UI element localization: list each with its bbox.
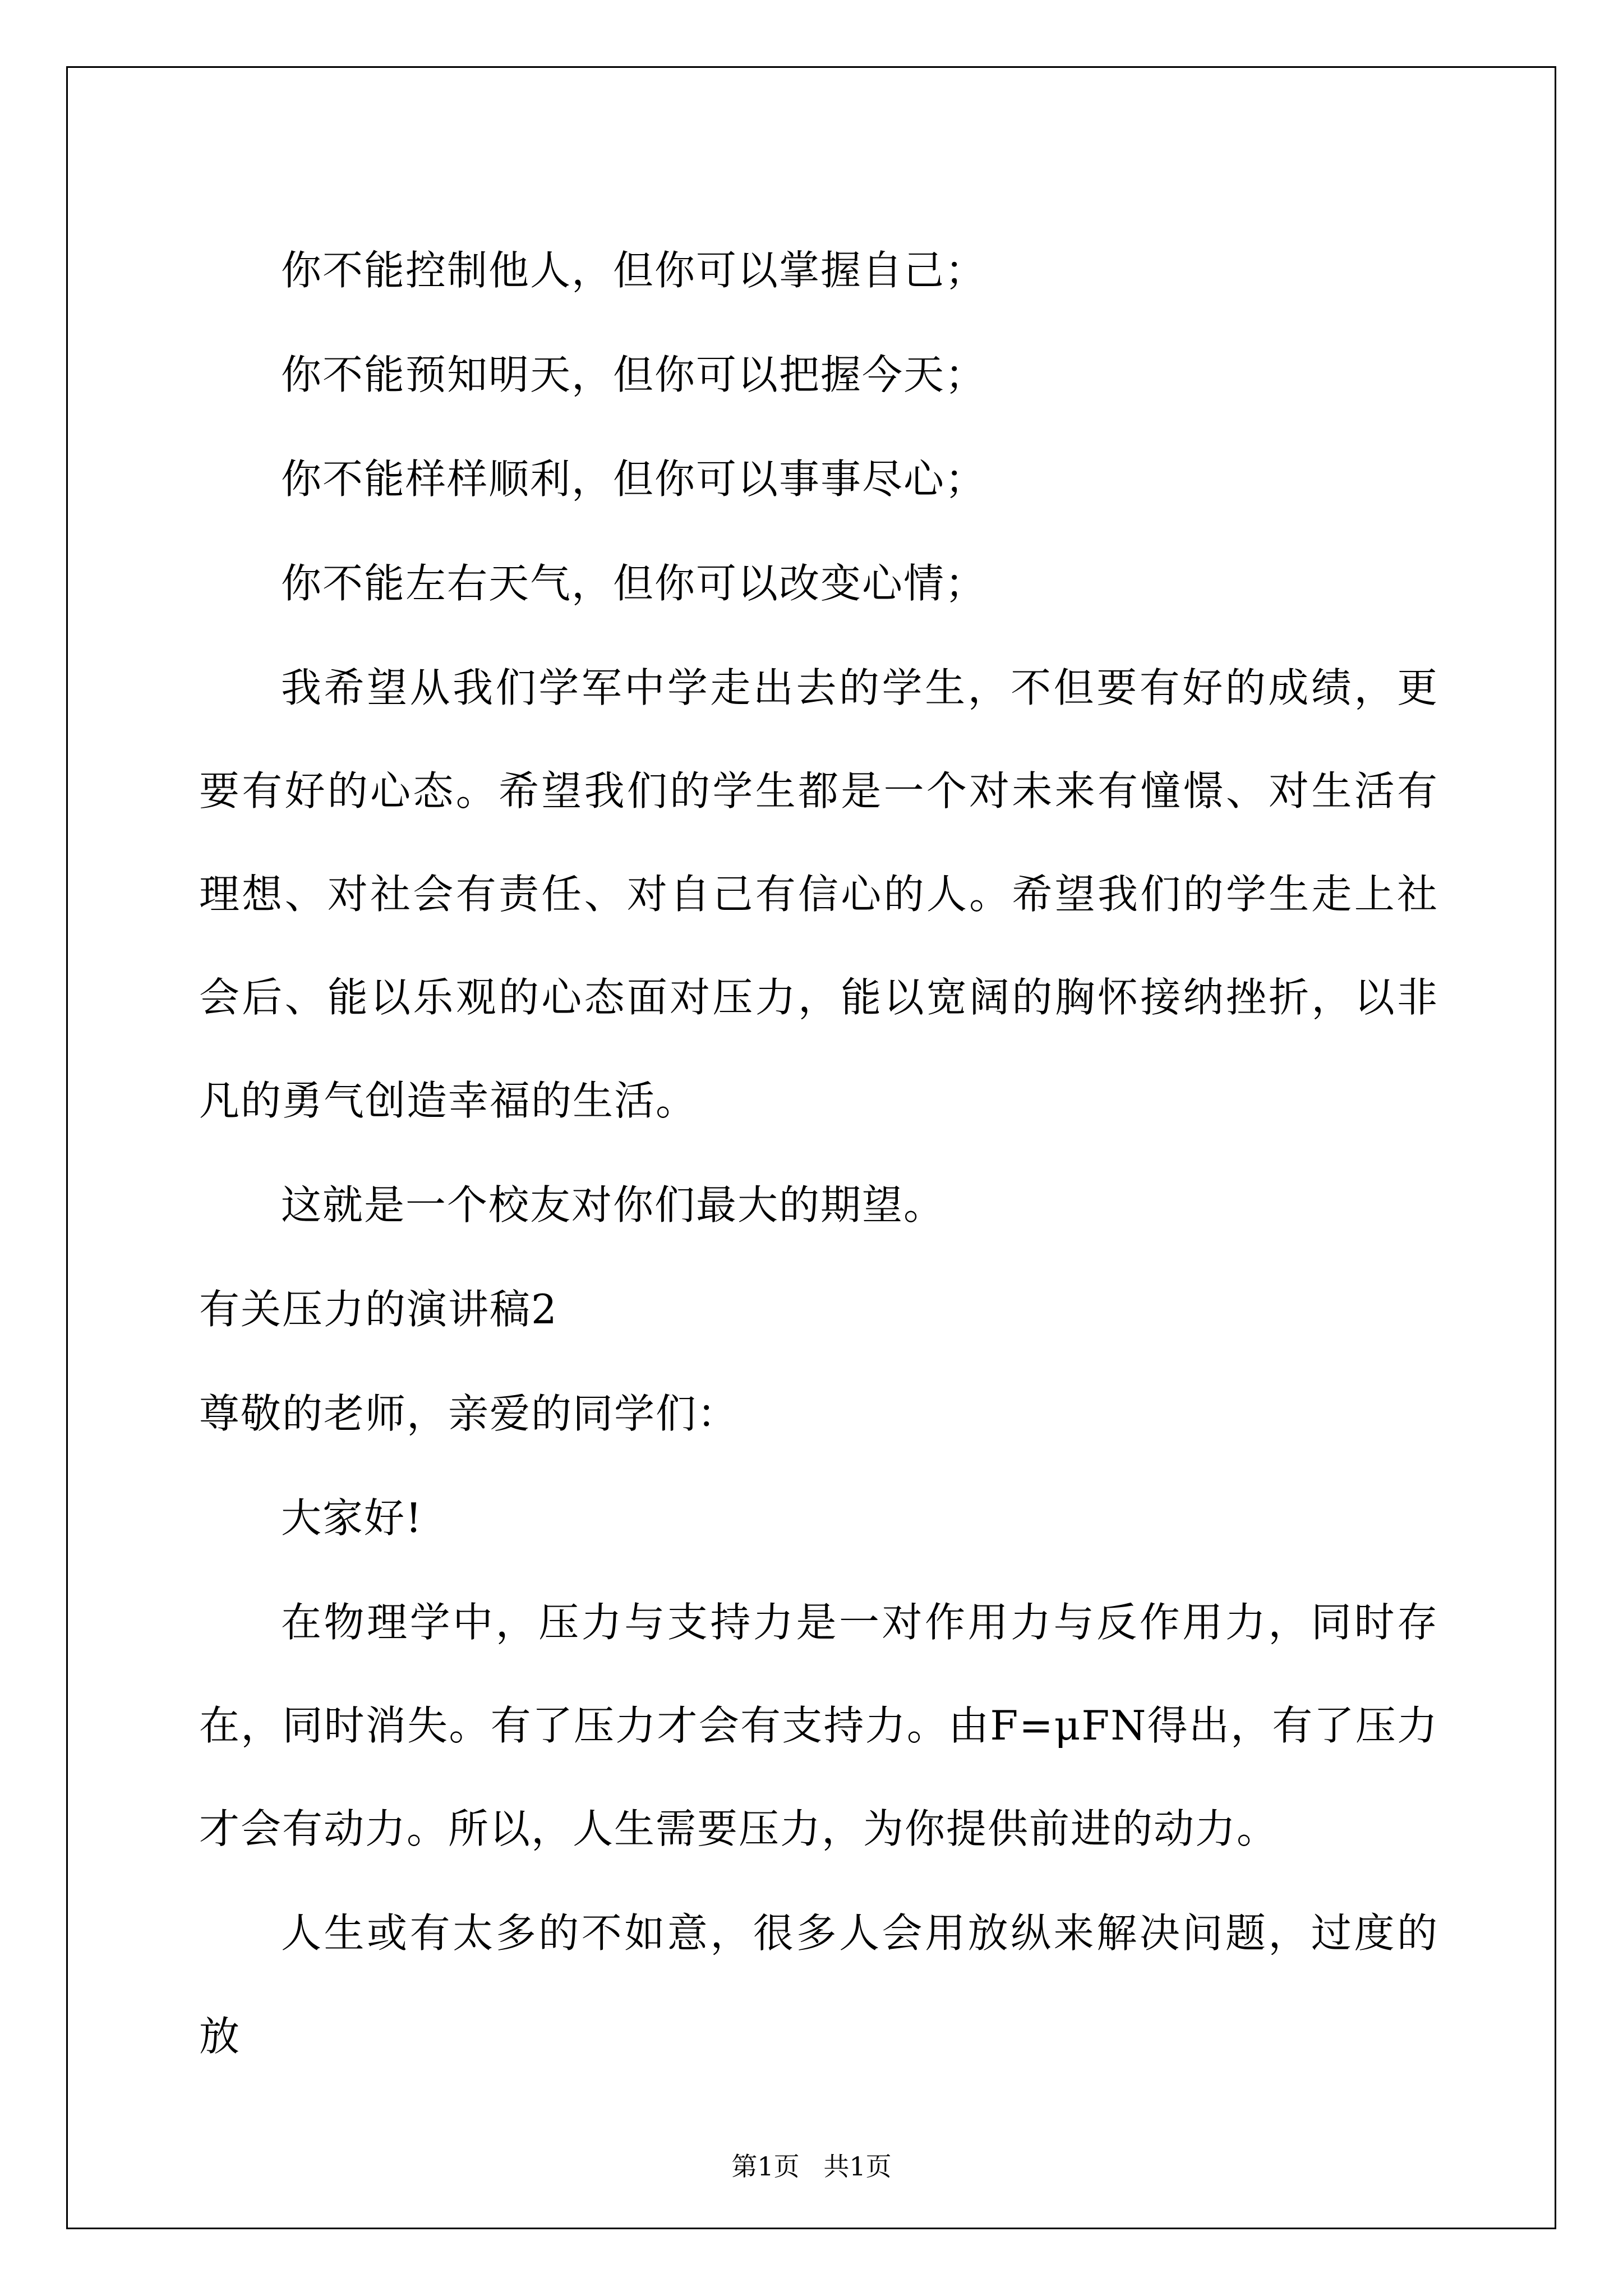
paragraph-1: 你不能控制他人，但你可以掌握自己； — [281, 247, 987, 294]
paragraph-11: 人生或有太多的不如意，很多人会用放纵来解决问题，过度的放 — [199, 1910, 1438, 2060]
paragraph-2: 你不能预知明天，但你可以把握今天； — [281, 351, 987, 398]
paragraph-4: 你不能左右天气，但你可以改变心情； — [281, 560, 987, 607]
page-footer — [0, 2150, 1623, 2183]
section-title: 有关压力的演讲稿2 — [199, 1286, 558, 1333]
paragraph-3: 你不能样样顺利，但你可以事事尽心； — [281, 455, 987, 503]
greeting: 大家好! — [281, 1494, 423, 1542]
salutation: 尊敬的老师，亲爱的同学们： — [199, 1390, 739, 1437]
document-body — [199, 219, 1438, 2089]
paragraph-5: 我希望从我们学军中学走出去的学生，不但要有好的成绩，更要有好的心态。希望我们的学生都是一个对未来有憧憬、对生活有理想、对社会有责任、对自己有信心的人。希望我们的学生走上社会后、能以乐观的心态面对压力，能以宽阔的胸怀接纳挫折，以非凡的勇气创造幸福的生活。 — [199, 664, 1438, 1124]
page-total: 共1页 — [823, 2151, 892, 2182]
paragraph-6: 这就是一个校友对你们最大的期望。 — [281, 1181, 946, 1228]
paragraph-10: 在物理学中，压力与支持力是一对作用力与反作用力，同时存在，同时消失。有了压力才会有支持力。由F=μFN得出，有了压力才会有动力。所以，人生需要压力，为你提供前进的动力。 — [199, 1599, 1438, 1852]
page-number: 第1页 — [731, 2151, 800, 2182]
